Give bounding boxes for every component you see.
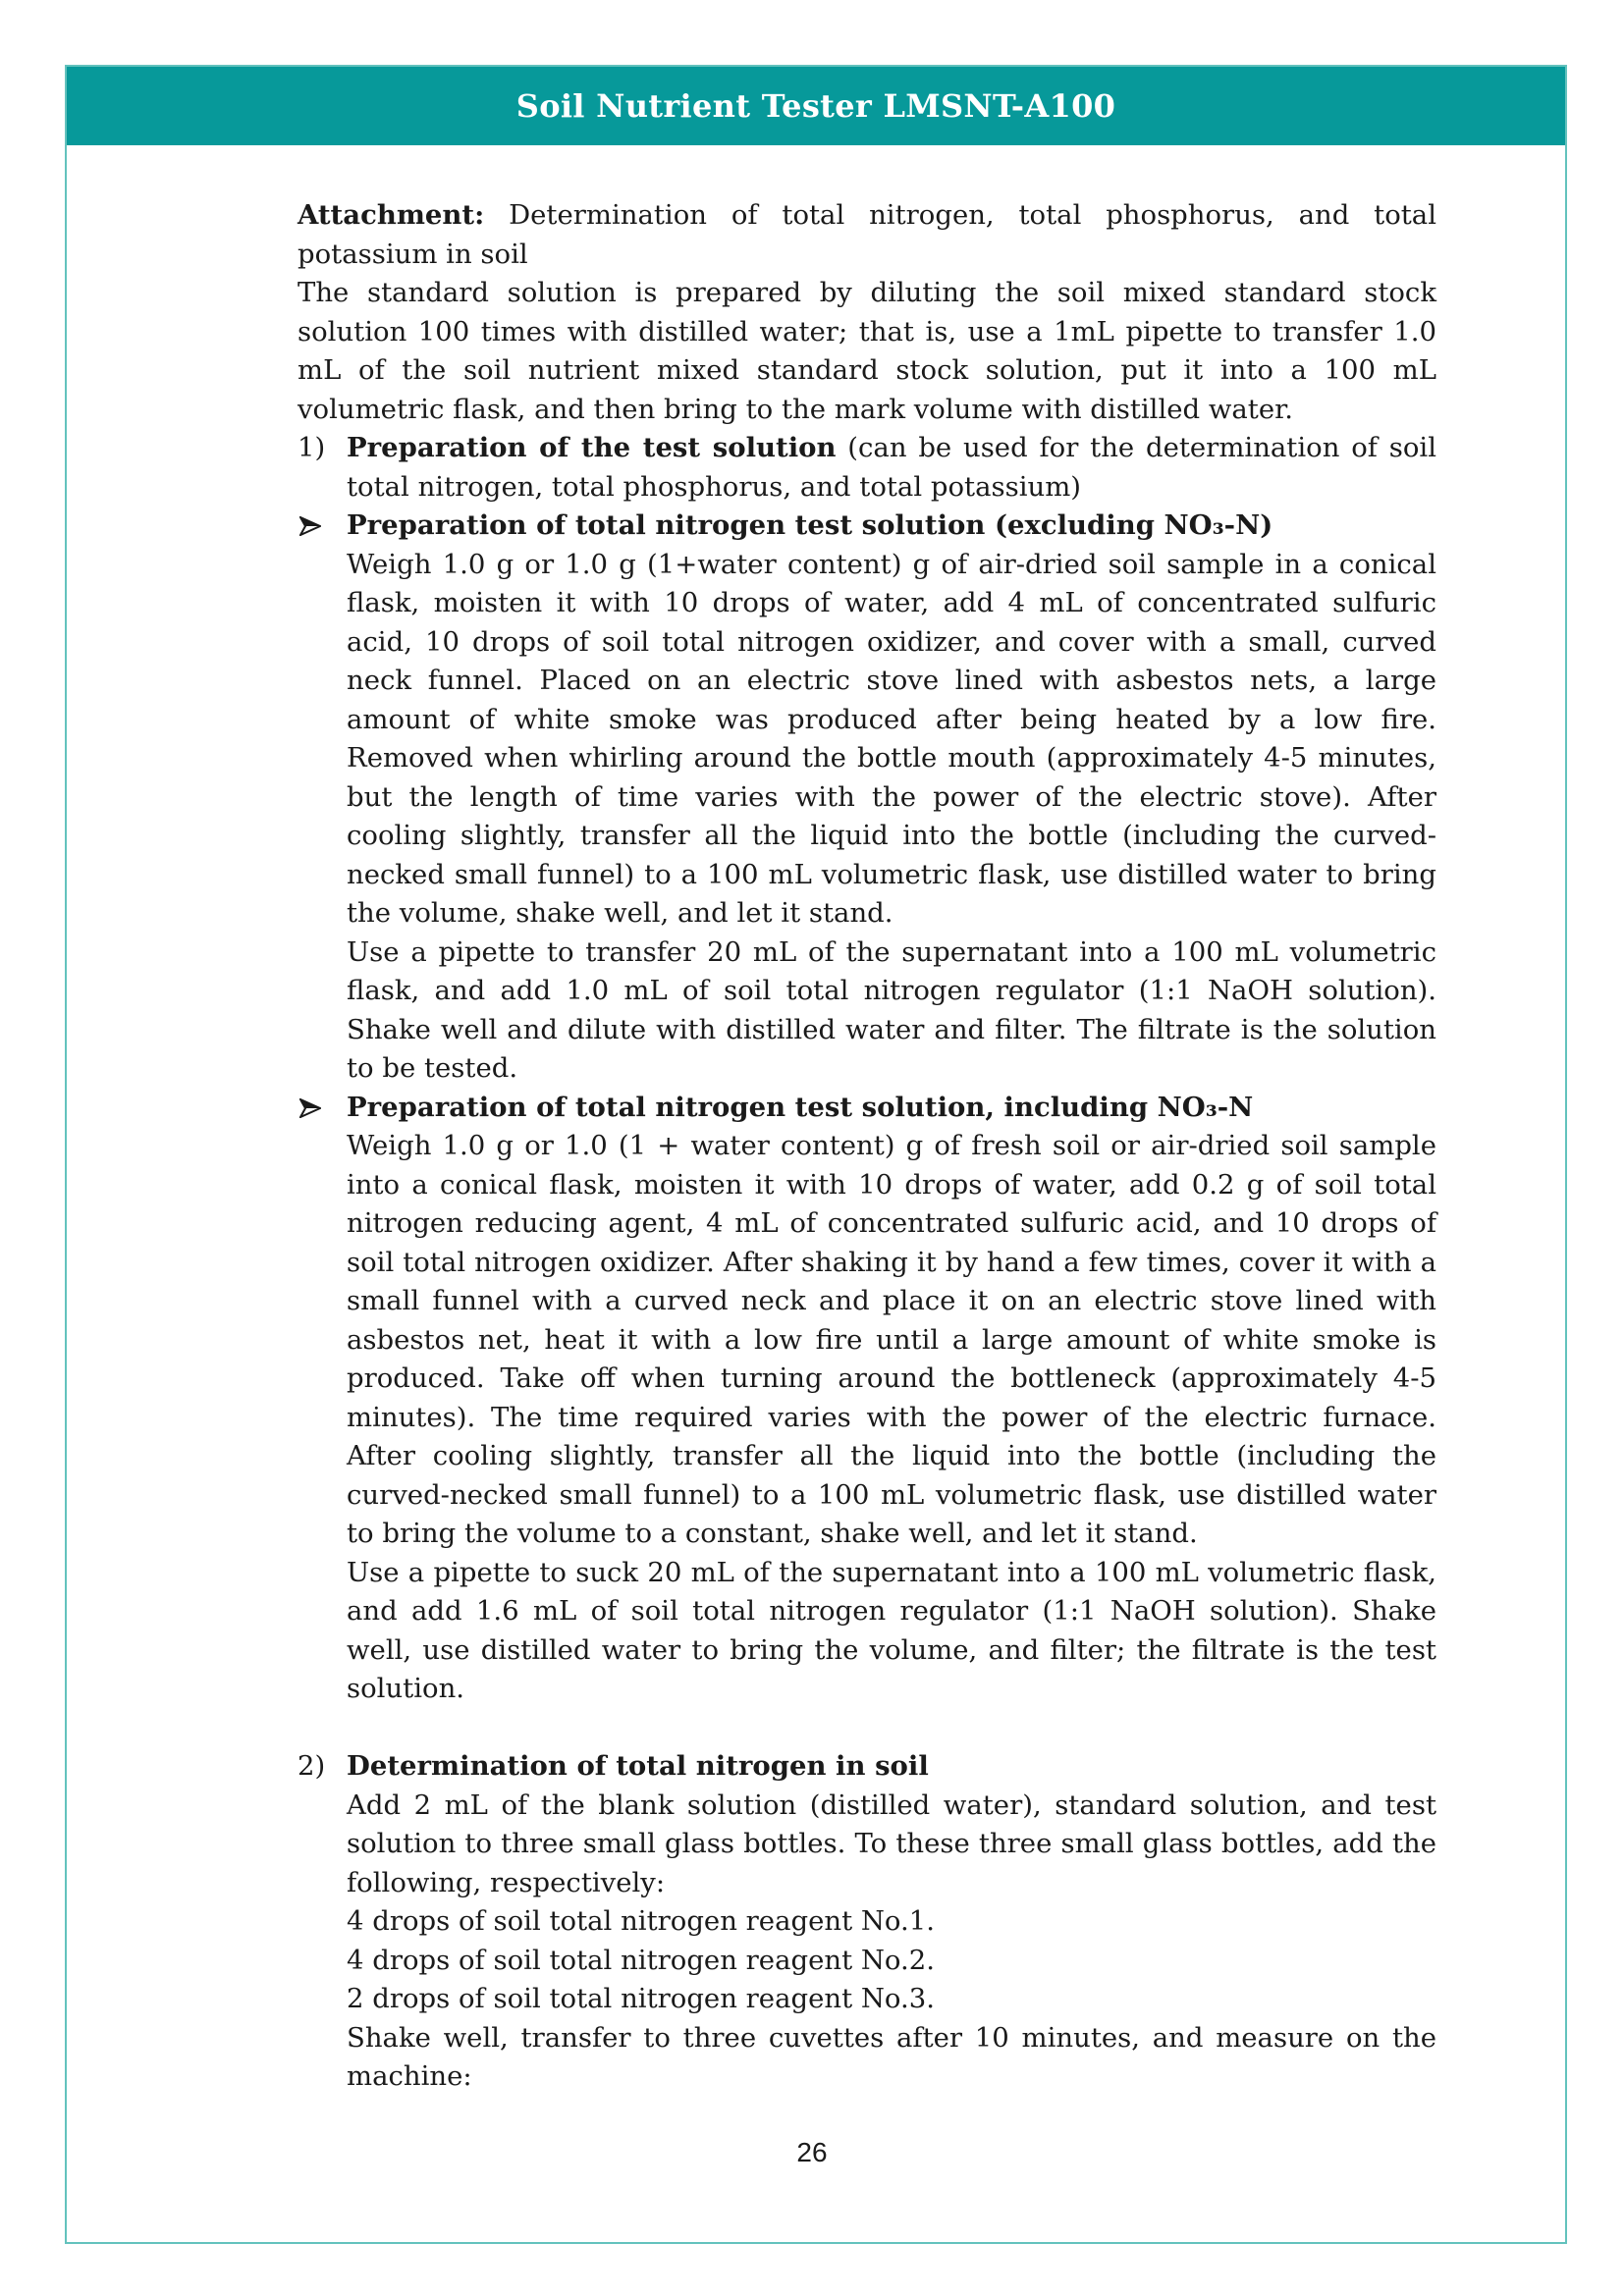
header-title: Soil Nutrient Tester LMSNT-A100 [515, 87, 1116, 125]
document-body [298, 196, 1436, 2097]
bullet-1-paragraph-2: Use a pipette to transfer 20 mL of the supernatant into a 100 mL volumetric flask, and add 1.0 mL of soil total nitrogen regulator (1:1 NaOH solution). Shake well and dilute with distilled water and filter. The filtrate is the solution to be tested. [347, 935, 1436, 1084]
section-2-paragraph-2: Shake well, transfer to three cuvettes after 10 minutes, and measure on the machine: [347, 2021, 1436, 2092]
section-1-number: 1) [298, 432, 326, 463]
attachment-text: Determination of total nitrogen, total phosphorus, and total potassium in soil [298, 199, 1436, 270]
bullet-2-title: Preparation of total nitrogen test solution, including NO₃-N [347, 1091, 1254, 1123]
section-1-title-rest: (can be used for the determination of soil total nitrogen, total phosphorus, and total potassium) [347, 432, 1436, 503]
section-2-heading [298, 1747, 1436, 1787]
bullet-1-title: Preparation of total nitrogen test solution (excluding NO₃-N) [347, 509, 1273, 541]
reagent-line-3: 2 drops of soil total nitrogen reagent No.3. [347, 1983, 935, 2014]
intro-paragraph [298, 196, 1436, 274]
bullet-1-paragraph-1: Weigh 1.0 g or 1.0 g (1+water content) g of air-dried soil sample in a conical flask, moisten it with 10 drops of water, add 4 mL of concentrated sulfuric acid, 10 drops of soil total nitrogen oxidizer, and cover with a small, curved neck funnel. Placed on an electric stove lined with asbestos nets, a large amount of white smoke was produced after being heated by a low fire. Removed when whirling around the bottle mouth (approximately 4-5 minutes, but the length of time varies with the power of the electric stove). After cooling slightly, transfer all the liquid into the bottle (including the curved-necked small funnel) to a 100 mL volumetric flask, use distilled water to bring the volume, shake well, and let it stand. [347, 548, 1436, 929]
bullet-2-paragraph-1: Weigh 1.0 g or 1.0 (1 + water content) g of fresh soil or air-dried soil sample into a conical flask, moisten it with 10 drops of water, add 0.2 g of soil total nitrogen reducing agent, 4 mL of concentrated sulfuric acid, and 10 drops of soil total nitrogen oxidizer. After shaking it by hand a few times, cover it with a small funnel with a curved neck and place it on an electric stove lined with asbestos net, heat it with a low fire until a large amount of white smoke is produced. Take off when turning around the bottleneck (approximately 4-5 minutes). The time required varies with the power of the electric furnace. After cooling slightly, transfer all the liquid into the bottle (including the curved-necked small funnel) to a 100 mL volumetric flask, use distilled water to bring the volume to a constant, shake well, and let it stand. [347, 1130, 1436, 1549]
section-1-title: Preparation of the test solution [347, 432, 837, 463]
page-number: 26 [796, 2137, 828, 2167]
section-1-heading [298, 429, 1436, 507]
page-header [67, 67, 1565, 145]
standard-solution-paragraph: The standard solution is prepared by diluting the soil mixed standard stock solution 100 times with distilled water; that is, use a 1mL pipette to transfer 1.0 mL of the soil nutrient mixed standard stock solution, put it into a 100 mL volumetric flask, and then bring to the mark volume with distilled water. [298, 277, 1436, 425]
reagent-line-2: 4 drops of soil total nitrogen reagent No.2. [347, 1944, 935, 1976]
section-2-number: 2) [298, 1750, 326, 1782]
bullet-1-heading [298, 507, 1436, 546]
section-2-title: Determination of total nitrogen in soil [347, 1750, 929, 1782]
section-2-paragraph-1: Add 2 mL of the blank solution (distilled water), standard solution, and test solution to three small glass bottles. To these three small glass bottles, add the following, respectively: [347, 1789, 1436, 1898]
arrowhead-bullet-icon [298, 507, 347, 546]
attachment-label: Attachment: [298, 199, 485, 231]
bullet-2-paragraph-2: Use a pipette to suck 20 mL of the supernatant into a 100 mL volumetric flask, and add 1.6 mL of soil total nitrogen regulator (1:1 NaOH solution). Shake well, use distilled water to bring the volume, and filter; the filtrate is the test solution. [347, 1556, 1436, 1704]
reagent-line-1: 4 drops of soil total nitrogen reagent No.1. [347, 1905, 935, 1937]
arrowhead-bullet-icon [298, 1089, 347, 1128]
bullet-2-heading [298, 1089, 1436, 1128]
